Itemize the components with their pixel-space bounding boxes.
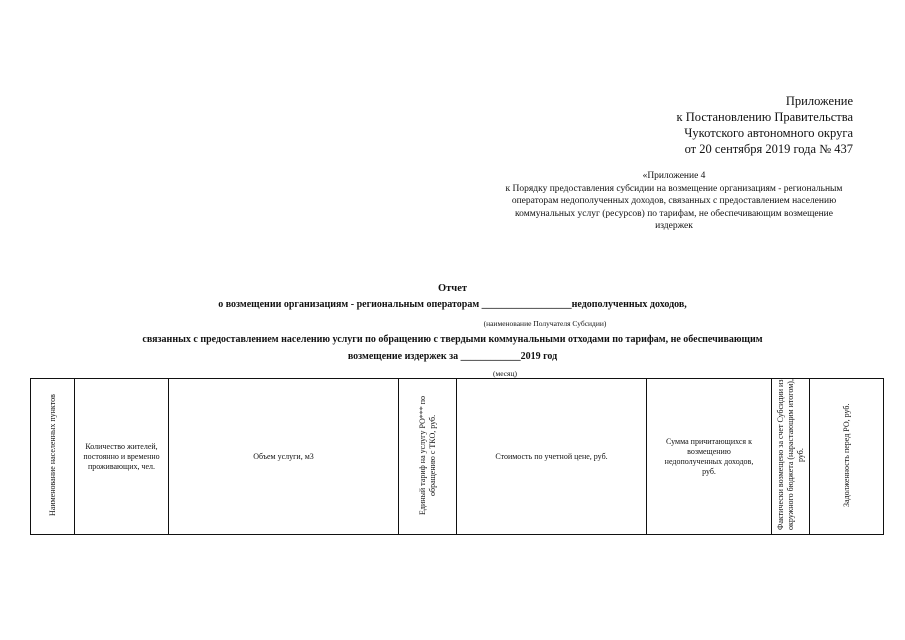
- header-compensation-due: Сумма причитающихся к возмещению недополученных доходов, руб.: [664, 436, 754, 476]
- header-cell: [457, 379, 647, 535]
- header-cell: [772, 379, 810, 535]
- header-cell: [647, 379, 772, 535]
- appendix4-title: «Приложение 4: [642, 171, 706, 181]
- header-cell: [75, 379, 169, 535]
- appendix4-text-line: издержек: [655, 221, 693, 231]
- report-period-line: возмещение издержек за ____________2019 год: [347, 351, 558, 362]
- appendix-date-line: от 20 сентября 2019 года № 437: [684, 142, 853, 156]
- header-cost: Стоимость по учетной цене, руб.: [495, 451, 608, 461]
- header-compensated: Фактически возмещено за счет Субсидии из окружного бюджета (нарастающим итогом), руб.: [775, 379, 805, 531]
- month-hint: (месяц): [492, 369, 518, 378]
- report-subtitle-line: связанных с предоставлением населению услуги по обращению с твердыми коммунальными отходами по тарифам, не обеспечивающим: [142, 334, 763, 345]
- header-cell: [31, 379, 75, 535]
- header-settlements: Наименование населенных пунктов: [47, 394, 57, 516]
- report-subtitle-line: о возмещении организациям - региональным операторам __________________недополученных доходов,: [218, 299, 687, 310]
- appendix4-text-line: коммунальных услуг (ресурсов) по тарифам, не обеспечивающим возмещение: [515, 208, 833, 219]
- header-cell: [169, 379, 399, 535]
- appendix4-text-line: к Порядку предоставления субсидии на возмещение организациям - региональным: [505, 183, 843, 194]
- table-header-row: [31, 379, 884, 535]
- appendix-ref-line: к Постановлению Правительства: [676, 110, 853, 124]
- report-title: Отчет: [437, 283, 468, 294]
- appendix-region-line: Чукотского автономного округа: [684, 126, 853, 140]
- header-volume: Объем услуги, м3: [253, 451, 314, 461]
- appendix4-text-line: операторам недополученных доходов, связанных с предоставлением населению: [511, 196, 837, 206]
- header-cell: [399, 379, 457, 535]
- report-table: [30, 378, 884, 535]
- header-cell: [810, 379, 884, 535]
- appendix-title: Приложение: [785, 94, 853, 108]
- header-debt: Задолженность перед РО, руб.: [841, 403, 851, 507]
- appendix4-block: [478, 170, 870, 233]
- appendix-header: [677, 93, 853, 157]
- recipient-name-hint: (наименование Получателя Субсидии): [483, 319, 607, 328]
- header-tariff: Единый тариф на услугу РО*** по обращению с ТКО, руб.: [417, 395, 437, 515]
- header-residents: Количество жителей, постоянно и временно проживающих, чел.: [83, 441, 160, 471]
